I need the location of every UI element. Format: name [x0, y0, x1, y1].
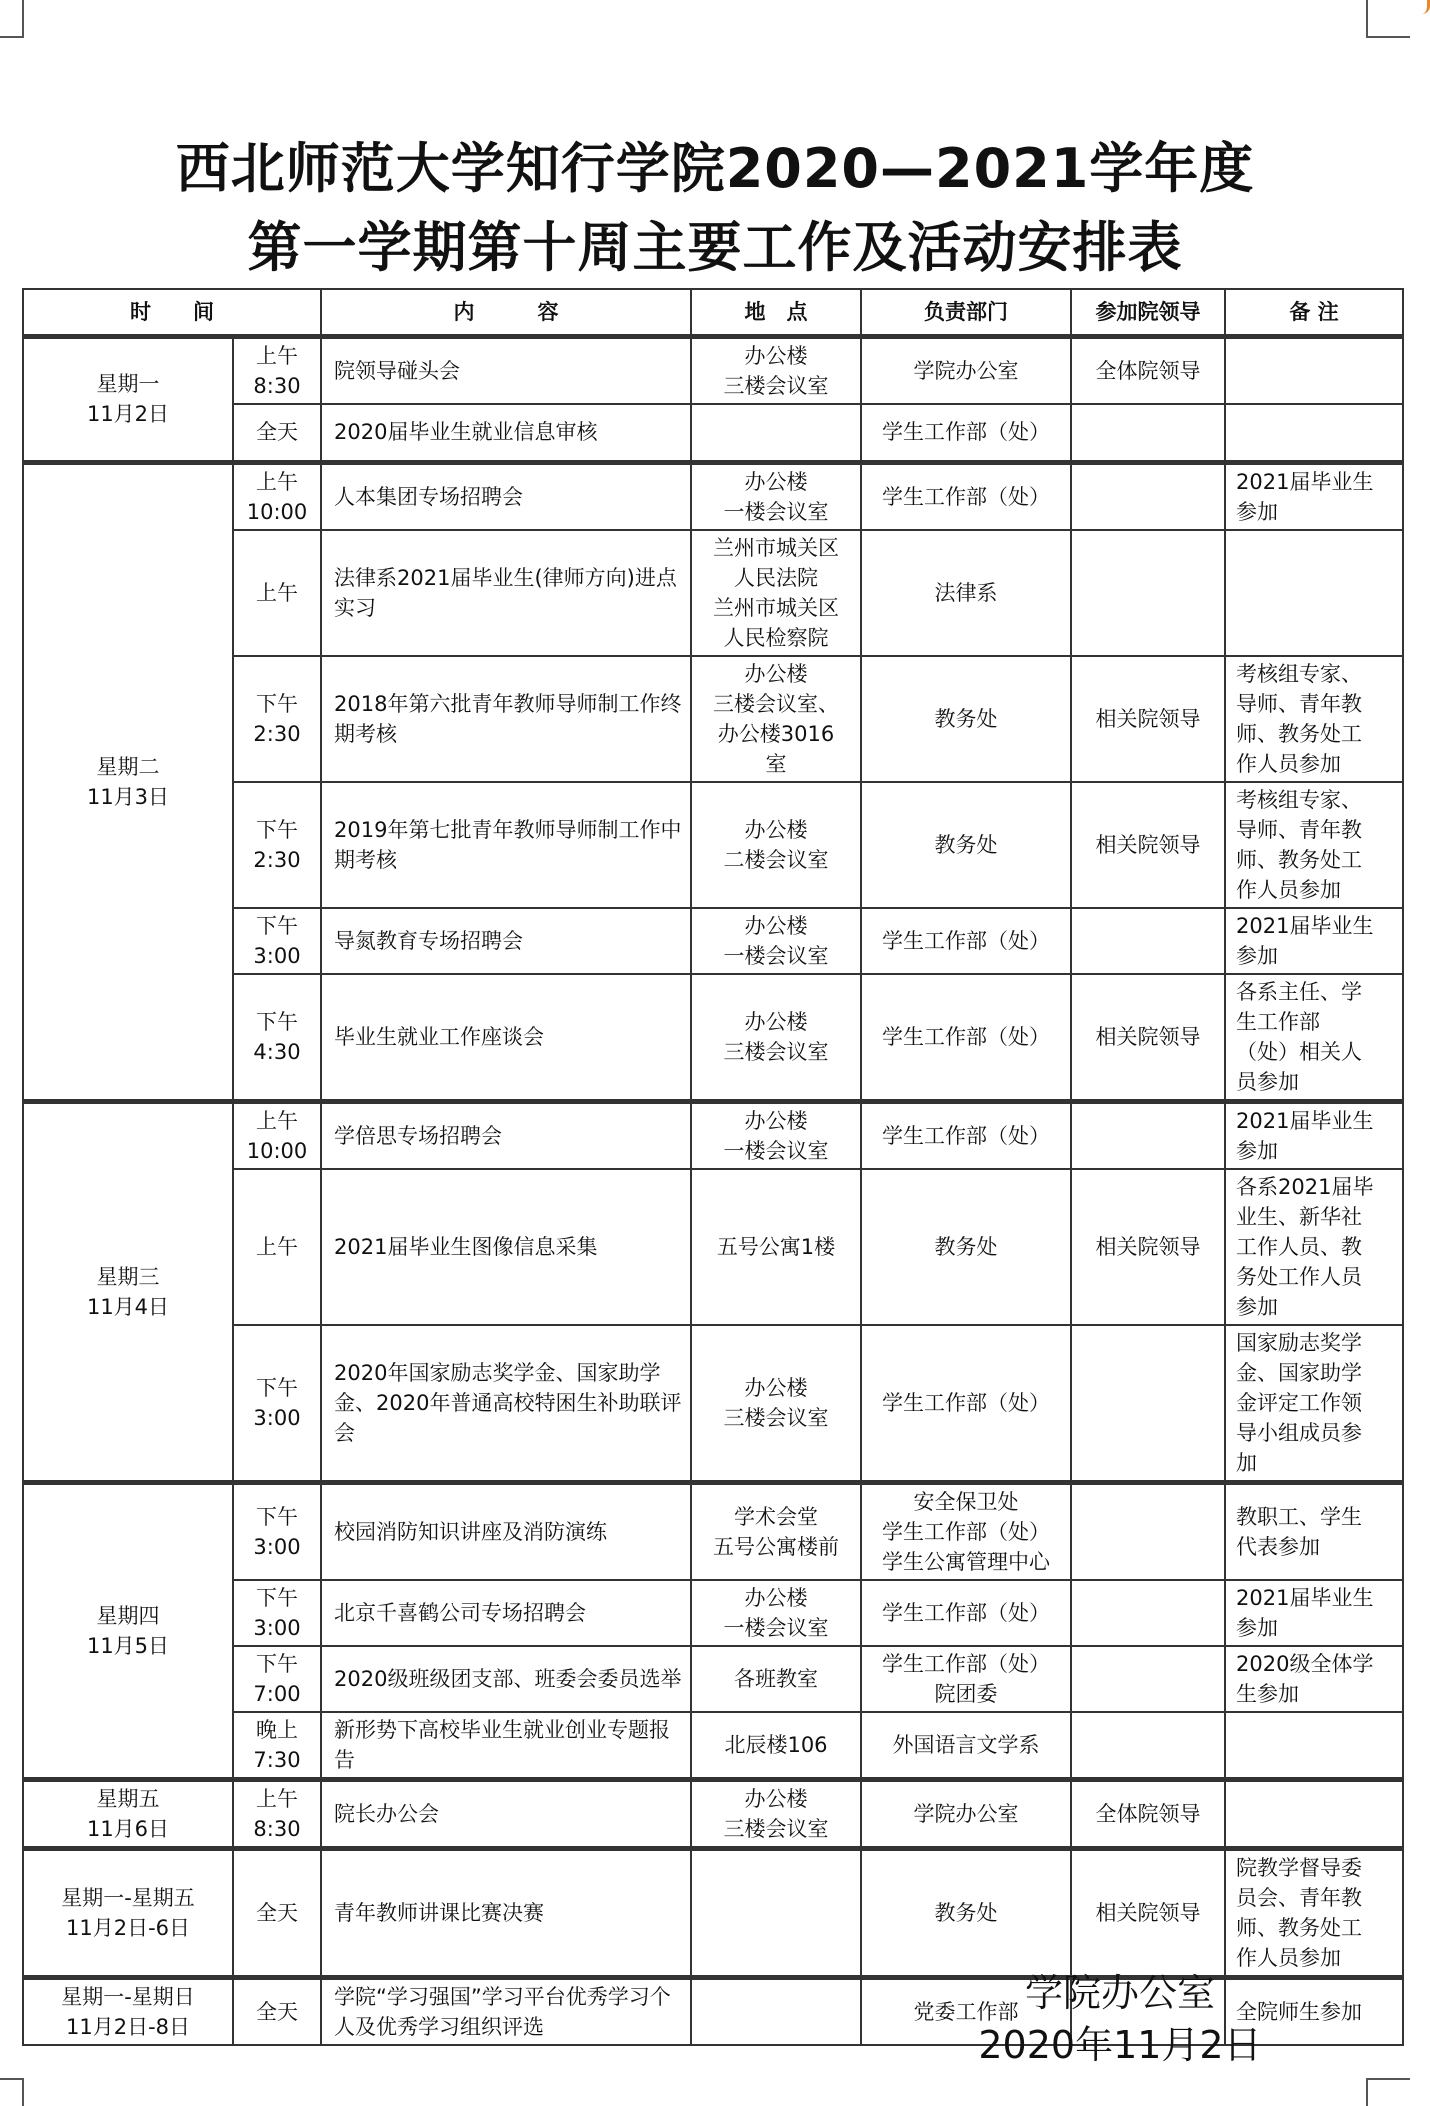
footer-office: 学院办公室: [1024, 1971, 1215, 2015]
document-title-line1: 西北师范大学知行学院2020—2021学年度: [175, 137, 1255, 200]
day-cell: 星期三 11月4日: [23, 1101, 233, 1482]
table-row: [23, 462, 1403, 530]
location-cell: 办公楼 三楼会议室: [691, 1779, 861, 1848]
header-location: 地 点: [691, 289, 861, 337]
notes-cell: 各系主任、学 生工作部 （处）相关人 员参加: [1225, 974, 1403, 1102]
department-cell: 学生工作部（处）: [861, 404, 1071, 462]
day-cell: 星期一 11月2日: [23, 337, 233, 463]
department-cell: 学院办公室: [861, 1779, 1071, 1848]
leaders-cell: [1071, 462, 1225, 530]
content-cell: 2021届毕业生图像信息采集: [321, 1169, 691, 1325]
location-cell: 办公楼 一楼会议室: [691, 1101, 861, 1169]
day-cell: 星期五 11月6日: [23, 1779, 233, 1848]
time-cell: 晚上 7:30: [233, 1712, 321, 1780]
crop-mark-bottom-right: [1366, 2078, 1410, 2106]
time-cell: 下午 7:00: [233, 1646, 321, 1712]
time-cell: 下午 3:00: [233, 1325, 321, 1483]
leaders-cell: [1071, 530, 1225, 656]
day-cell: 星期一-星期五 11月2日-6日: [23, 1848, 233, 1977]
notes-cell: 2021届毕业生 参加: [1225, 462, 1403, 530]
department-cell: 教务处: [861, 1169, 1071, 1325]
leaders-cell: [1071, 1482, 1225, 1580]
leaders-cell: [1071, 1325, 1225, 1483]
notes-cell: 全院师生参加: [1225, 1977, 1403, 2045]
time-cell: 全天: [233, 1977, 321, 2045]
day-cell: 星期四 11月5日: [23, 1482, 233, 1779]
header-content: 内 容: [321, 289, 691, 337]
location-cell: 北辰楼106: [691, 1712, 861, 1780]
leaders-cell: [1071, 1712, 1225, 1780]
leaders-cell: [1071, 1580, 1225, 1646]
department-cell: 学生工作部（处）: [861, 462, 1071, 530]
notes-cell: 考核组专家、 导师、青年教 师、教务处工 作人员参加: [1225, 782, 1403, 908]
crop-mark-top-right: [1366, 0, 1410, 38]
location-cell: 办公楼 一楼会议室: [691, 462, 861, 530]
content-cell: 院长办公会: [321, 1779, 691, 1848]
content-cell: 毕业生就业工作座谈会: [321, 974, 691, 1102]
location-cell: 学术会堂 五号公寓楼前: [691, 1482, 861, 1580]
department-cell: 法律系: [861, 530, 1071, 656]
time-cell: 下午 2:30: [233, 656, 321, 782]
time-cell: 上午 10:00: [233, 462, 321, 530]
table-row: [23, 1779, 1403, 1848]
time-cell: 上午: [233, 1169, 321, 1325]
table-row: [23, 1848, 1403, 1977]
header-row: [23, 289, 1403, 337]
content-cell: 法律系2021届毕业生(律师方向)进点实习: [321, 530, 691, 656]
time-cell: 全天: [233, 404, 321, 462]
content-cell: 2020级班级团支部、班委会委员选举: [321, 1646, 691, 1712]
time-cell: 全天: [233, 1848, 321, 1977]
time-cell: 下午 3:00: [233, 908, 321, 974]
department-cell: 学生工作部（处）: [861, 974, 1071, 1102]
notes-cell: [1225, 1712, 1403, 1780]
leaders-cell: 相关院领导: [1071, 1848, 1225, 1977]
department-cell: 外国语言文学系: [861, 1712, 1071, 1780]
time-cell: 下午 4:30: [233, 974, 321, 1102]
schedule-table: [22, 288, 1404, 2046]
day-cell: 星期一-星期日 11月2日-8日: [23, 1977, 233, 2045]
department-cell: 学生工作部（处）: [861, 1101, 1071, 1169]
location-cell: 各班教室: [691, 1646, 861, 1712]
leaders-cell: [1071, 1646, 1225, 1712]
department-cell: 学生工作部（处） 院团委: [861, 1646, 1071, 1712]
location-cell: 办公楼 一楼会议室: [691, 908, 861, 974]
location-cell: 兰州市城关区 人民法院 兰州市城关区 人民检察院: [691, 530, 861, 656]
content-cell: 2018年第六批青年教师导师制工作终期考核: [321, 656, 691, 782]
time-cell: 下午 3:00: [233, 1482, 321, 1580]
notes-cell: 考核组专家、 导师、青年教 师、教务处工 作人员参加: [1225, 656, 1403, 782]
header-time: 时 间: [23, 289, 321, 337]
schedule-body: [23, 337, 1403, 2045]
leaders-cell: [1071, 1101, 1225, 1169]
header-notes: 备 注: [1225, 289, 1403, 337]
notes-cell: 院教学督导委 员会、青年教 师、教务处工 作人员参加: [1225, 1848, 1403, 1977]
notes-cell: 2021届毕业生 参加: [1225, 1101, 1403, 1169]
time-cell: 下午 2:30: [233, 782, 321, 908]
notes-cell: [1225, 337, 1403, 405]
crop-mark-top-left: [0, 0, 24, 38]
department-cell: 学生工作部（处）: [861, 1325, 1071, 1483]
notes-cell: 2021届毕业生 参加: [1225, 908, 1403, 974]
location-cell: 办公楼 三楼会议室: [691, 337, 861, 405]
leaders-cell: [1071, 908, 1225, 974]
content-cell: 院领导碰头会: [321, 337, 691, 405]
notes-cell: 2021届毕业生 参加: [1225, 1580, 1403, 1646]
notes-cell: 国家励志奖学 金、国家助学 金评定工作领 导小组成员参 加: [1225, 1325, 1403, 1483]
content-cell: 北京千喜鹤公司专场招聘会: [321, 1580, 691, 1646]
content-cell: 校园消防知识讲座及消防演练: [321, 1482, 691, 1580]
department-cell: 安全保卫处 学生工作部（处） 学生公寓管理中心: [861, 1482, 1071, 1580]
crop-mark-bottom-left: [0, 2078, 24, 2106]
department-cell: 党委工作部: [861, 1977, 1071, 2045]
table-row: [23, 1482, 1403, 1580]
notes-cell: [1225, 530, 1403, 656]
day-cell: 星期二 11月3日: [23, 462, 233, 1101]
leaders-cell: [1071, 404, 1225, 462]
header-department: 负责部门: [861, 289, 1071, 337]
time-cell: 上午 8:30: [233, 1779, 321, 1848]
department-cell: 教务处: [861, 656, 1071, 782]
location-cell: 办公楼 三楼会议室: [691, 1325, 861, 1483]
document-title-line2: 第一学期第十周主要工作及活动安排表: [247, 216, 1183, 279]
notes-cell: 各系2021届毕 业生、新华社 工作人员、教 务处工作人员 参加: [1225, 1169, 1403, 1325]
table-row: [23, 1101, 1403, 1169]
notes-cell: [1225, 1779, 1403, 1848]
location-cell: 五号公寓1楼: [691, 1169, 861, 1325]
department-cell: 教务处: [861, 1848, 1071, 1977]
location-cell: 办公楼 三楼会议室: [691, 974, 861, 1102]
location-cell: 办公楼 三楼会议室、 办公楼3016 室: [691, 656, 861, 782]
corner-curl-icon: [1417, 0, 1430, 14]
content-cell: 人本集团专场招聘会: [321, 462, 691, 530]
table-row: [23, 337, 1403, 405]
header-leaders: 参加院领导: [1071, 289, 1225, 337]
content-cell: 2020届毕业生就业信息审核: [321, 404, 691, 462]
department-cell: 学生工作部（处）: [861, 908, 1071, 974]
notes-cell: 教职工、学生 代表参加: [1225, 1482, 1403, 1580]
time-cell: 下午 3:00: [233, 1580, 321, 1646]
footer-date: 2020年11月2日: [978, 2023, 1262, 2067]
content-cell: 学倍思专场招聘会: [321, 1101, 691, 1169]
leaders-cell: 相关院领导: [1071, 782, 1225, 908]
notes-cell: 2020级全体学 生参加: [1225, 1646, 1403, 1712]
time-cell: 上午 10:00: [233, 1101, 321, 1169]
time-cell: 上午: [233, 530, 321, 656]
department-cell: 教务处: [861, 782, 1071, 908]
department-cell: 学生工作部（处）: [861, 1580, 1071, 1646]
location-cell: [691, 1977, 861, 2045]
notes-cell: [1225, 404, 1403, 462]
leaders-cell: 相关院领导: [1071, 1169, 1225, 1325]
location-cell: 办公楼 一楼会议室: [691, 1580, 861, 1646]
time-cell: 上午 8:30: [233, 337, 321, 405]
content-cell: 导氮教育专场招聘会: [321, 908, 691, 974]
location-cell: [691, 1848, 861, 1977]
content-cell: 2020年国家励志奖学金、国家助学金、2020年普通高校特困生补助联评会: [321, 1325, 691, 1483]
leaders-cell: 全体院领导: [1071, 1779, 1225, 1848]
content-cell: 学院“学习强国”学习平台优秀学习个人及优秀学习组织评选: [321, 1977, 691, 2045]
leaders-cell: 全体院领导: [1071, 337, 1225, 405]
location-cell: 办公楼 二楼会议室: [691, 782, 861, 908]
content-cell: 2019年第七批青年教师导师制工作中期考核: [321, 782, 691, 908]
content-cell: 新形势下高校毕业生就业创业专题报告: [321, 1712, 691, 1780]
leaders-cell: 相关院领导: [1071, 656, 1225, 782]
content-cell: 青年教师讲课比赛决赛: [321, 1848, 691, 1977]
location-cell: [691, 404, 861, 462]
department-cell: 学院办公室: [861, 337, 1071, 405]
leaders-cell: 相关院领导: [1071, 974, 1225, 1102]
